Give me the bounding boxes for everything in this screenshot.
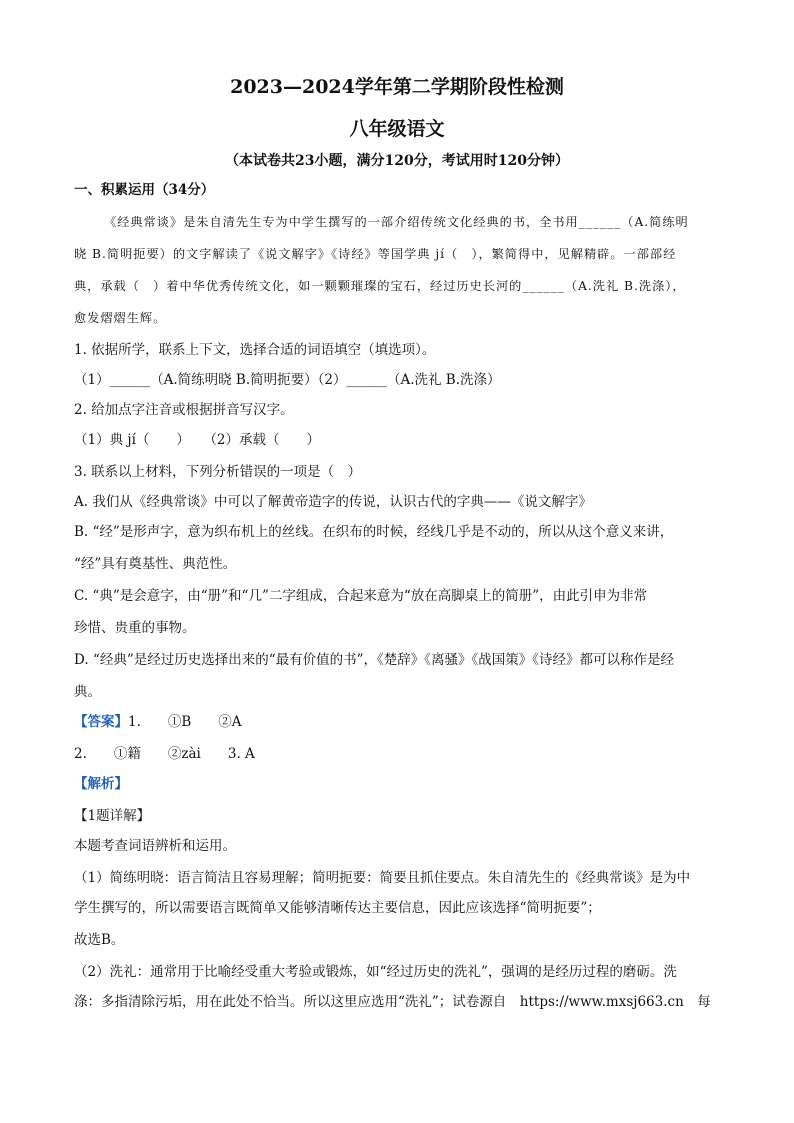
option-c-line-1: C. “典”是会意字，由“册”和“几”二字组成，合起来意为“放在高脚桌上的简册”，由此引申为非常 — [74, 588, 648, 604]
analysis-label: 【解析】 — [74, 776, 128, 792]
passage-line-2: 晓 B.简明扼要）的文字解读了《说文解字》《诗经》等国学典 jí（ ），繁简得中，见解精辟。一部部经 — [74, 247, 677, 261]
option-c-line-2: 珍惜、贵重的事物。 — [74, 620, 196, 636]
exam-subject: 八年级语文 — [349, 118, 445, 140]
question-1-blanks: （1）______（A.简练明晓 B.简明扼要）（2）______（A.洗礼 B.洗涤） — [74, 372, 501, 388]
question-3: 3. 联系以上材料，下列分析错误的一项是（ ） — [74, 464, 362, 480]
analysis-p3: 故选B。 — [74, 932, 125, 948]
passage-line-4: 愈发熠熠生辉。 — [74, 311, 167, 325]
detail-label: 【1题详解】 — [74, 808, 151, 824]
answer-row-1 — [74, 712, 734, 732]
exam-title: 2023—2024学年第二学期阶段性检测 — [230, 76, 564, 98]
passage-line-1: 《经典常谈》是朱自清先生专为中学生撰写的一部介绍传统文化经典的书，全书用______（A.简练明 — [104, 215, 689, 229]
question-1: 1. 依据所学，联系上下文，选择合适的词语填空（填选项）。 — [74, 342, 436, 358]
analysis-p4-line-2: 涤：多指清除污垢，用在此处不恰当。所以这里应选用“洗礼”；试卷源自 https://www.mxsj663.cn 每 — [74, 994, 711, 1010]
analysis-p1: 本题考查词语辨析和运用。 — [74, 838, 236, 854]
analysis-p4-line-1: （2）洗礼：通常用于比喻经受重大考验或锻炼，如“经过历史的洗礼”，强调的是经历过程的磨砺。洗 — [74, 964, 677, 980]
option-d-line-2: 典。 — [74, 684, 101, 700]
answer-label: 【答案】 — [74, 714, 128, 730]
option-a: A. 我们从《经典常谈》中可以了解黄帝造字的传说，认识古代的字典——《说文解字》 — [74, 494, 592, 510]
analysis-p2-line-1: （1）简练明晓：语言简洁且容易理解；简明扼要：简要且抓住要点。朱自清先生的《经典常谈》是为中 — [74, 870, 691, 886]
option-b-line-1: B. “经”是形声字，意为织布机上的丝线。在织布的时候，经线几乎是不动的，所以从这个意义来讲， — [74, 524, 674, 540]
analysis-p2-line-2: 学生撰写的，所以需要语言既简单又能够清晰传达主要信息，因此应该选择“简明扼要”； — [74, 900, 601, 916]
question-2-items: （1）典 jí（ ） （2）承载（ ） — [74, 432, 320, 448]
answer-line-2: 2. ①籍 ②zài 3. A — [74, 746, 255, 762]
exam-note: （本试卷共23小题，满分120分，考试用时120分钟） — [225, 153, 569, 169]
option-d-line-1: D. “经典”是经过历史选择出来的“最有价值的书”，《楚辞》《离骚》《战国策》《诗经》都可以称作是经 — [74, 652, 675, 668]
question-2: 2. 给加点字注音或根据拼音写汉字。 — [74, 402, 294, 418]
answer-line-1: 1. ①B ②A — [128, 714, 242, 730]
section-heading: 一、积累运用（34分） — [74, 182, 215, 198]
option-b-line-2: “经”具有奠基性、典范性。 — [74, 556, 237, 572]
passage-line-3: 典，承载（ ）着中华优秀传统文化，如一颗颗璀璨的宝石，经过历史长河的______（A.洗礼 B.洗涤）， — [74, 279, 686, 293]
